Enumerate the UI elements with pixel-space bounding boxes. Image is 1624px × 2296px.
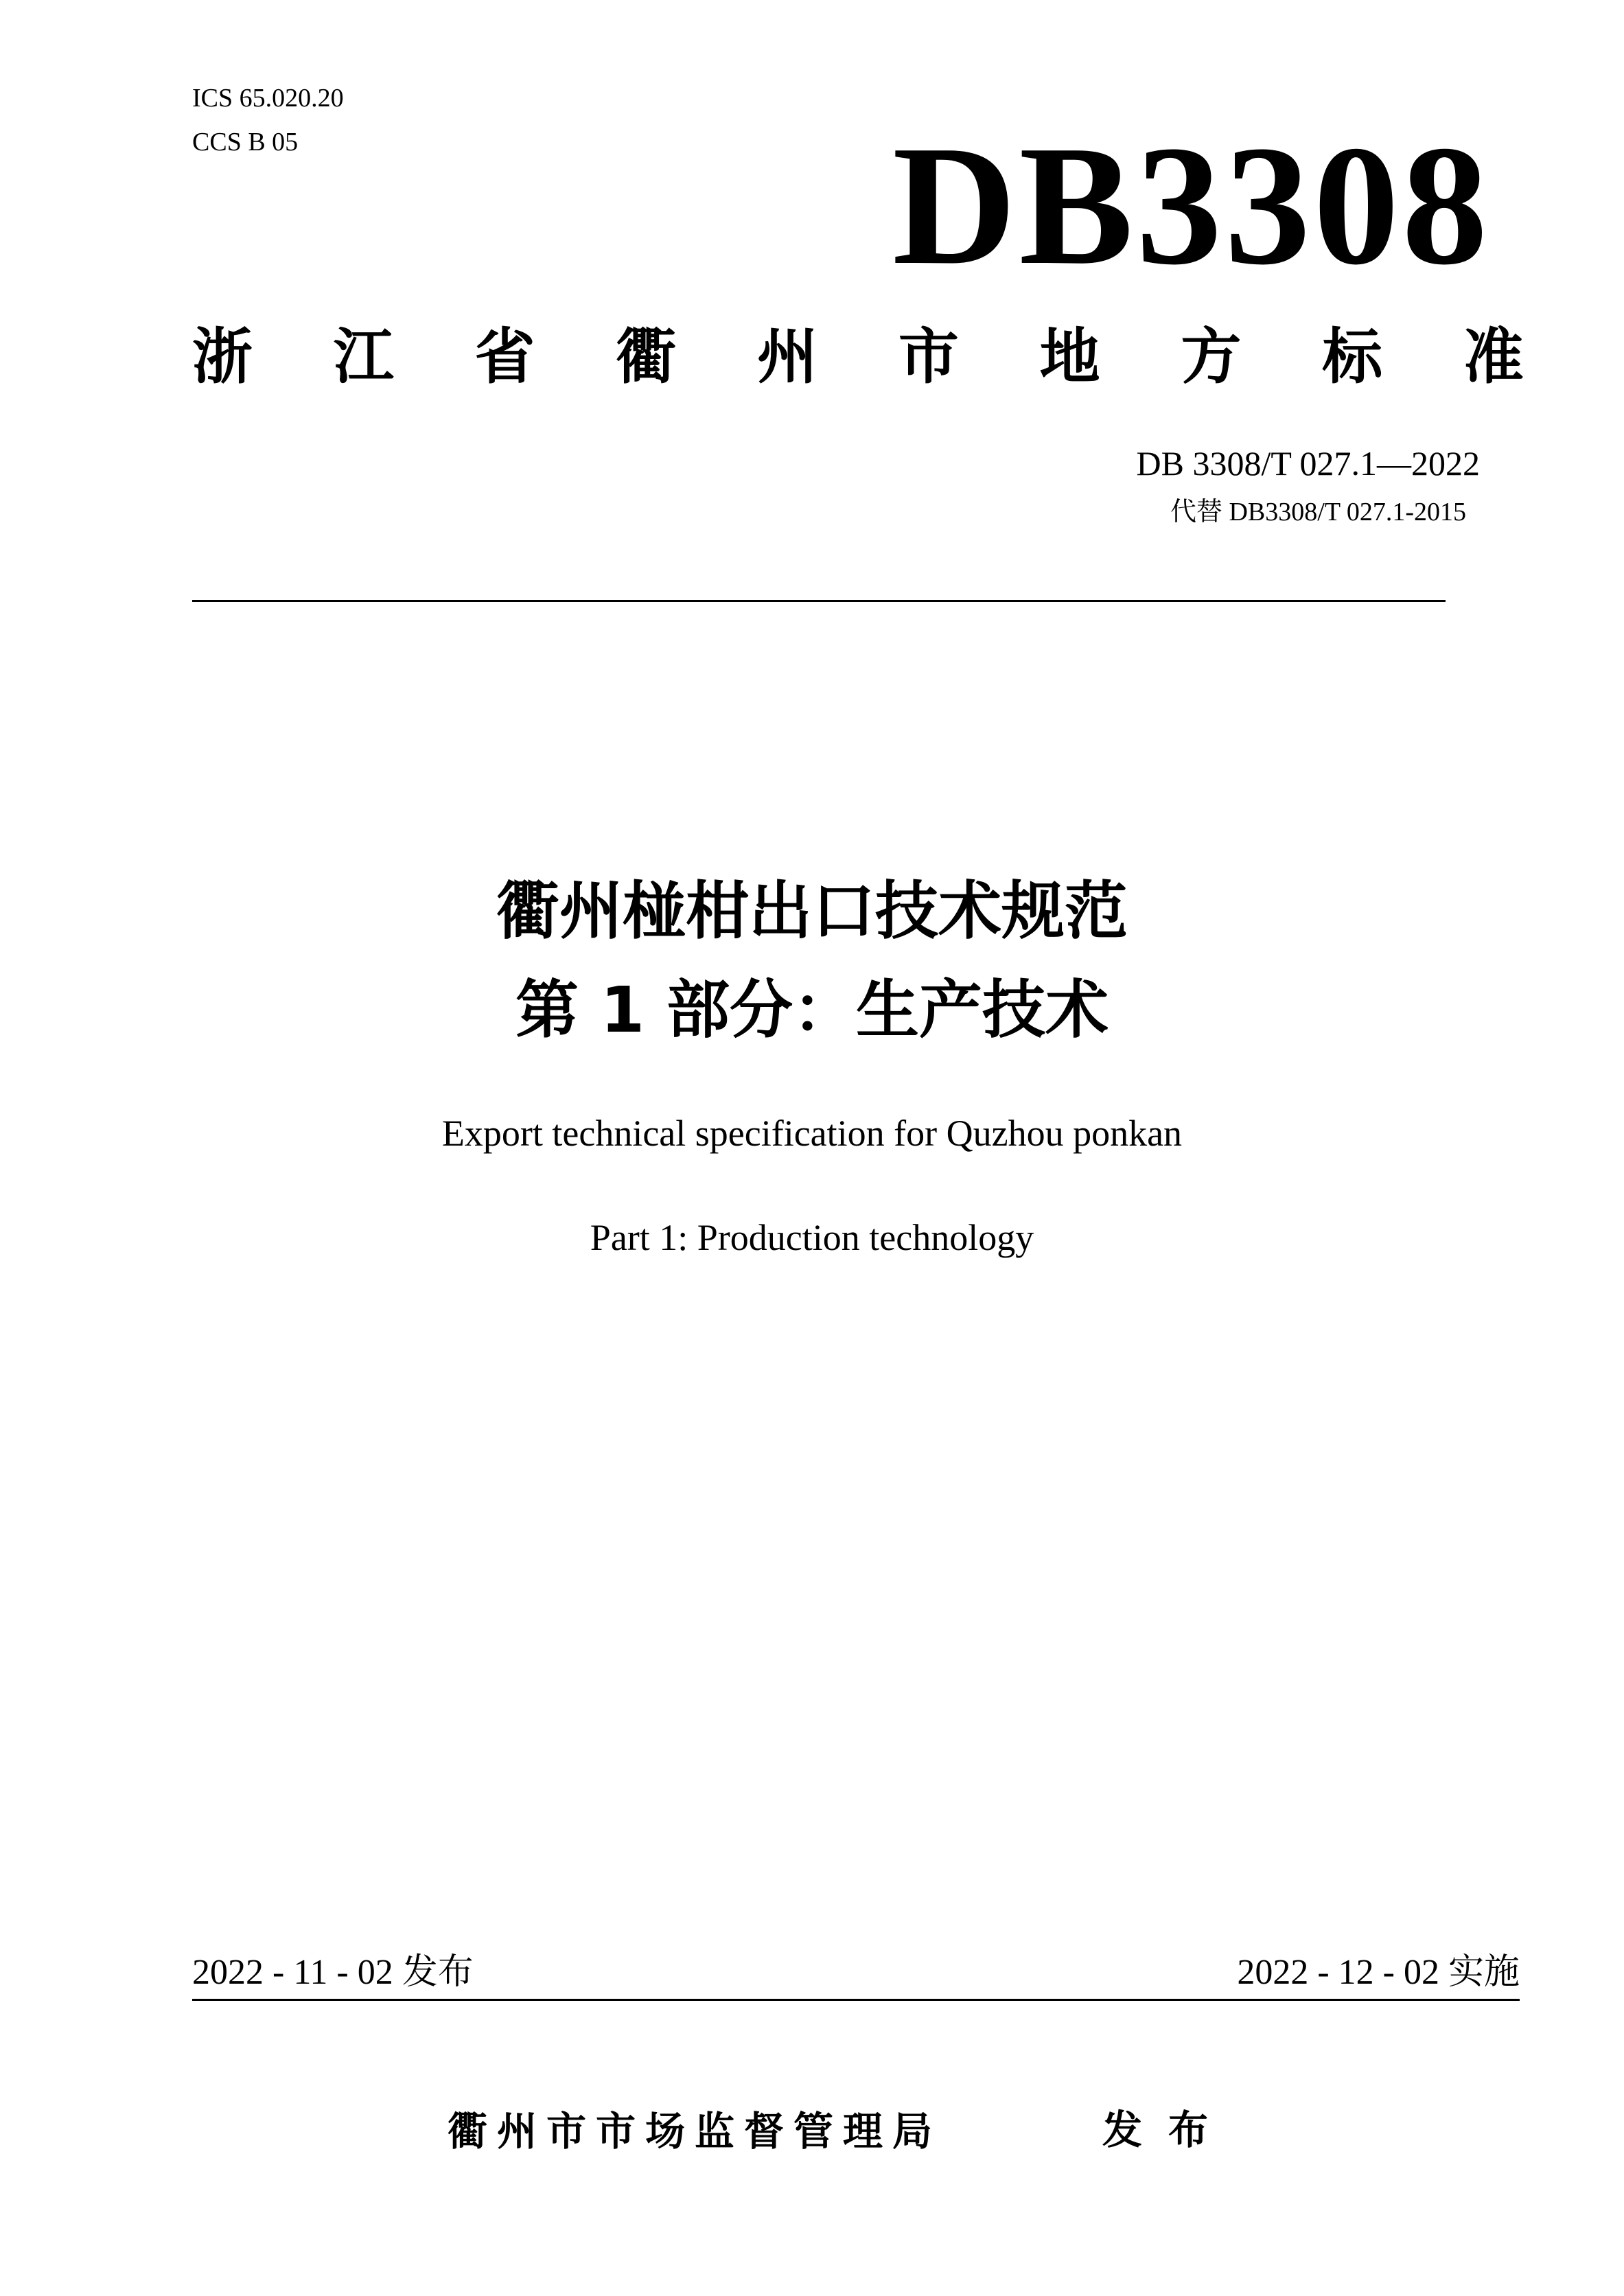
implementation-date: 2022 - 12 - 02 实施 — [1237, 1953, 1520, 1992]
issue-date: 2022 - 11 - 02 发布 — [192, 1953, 474, 1992]
title-en-line2: Part 1: Production technology — [590, 1217, 1034, 1258]
standard-type-char: 省 — [474, 321, 535, 392]
title-cn-line1: 衢州椪柑出口技术规范 — [496, 874, 1128, 948]
publish-label: 发布 — [1102, 2107, 1235, 2153]
ccs-code: CCS B 05 — [192, 128, 299, 156]
standard-type-heading — [192, 323, 1524, 391]
standard-type-char: 浙 — [192, 321, 253, 392]
standard-type-char: 市 — [898, 321, 959, 392]
standard-type-char: 地 — [1039, 321, 1100, 392]
standard-type-char: 江 — [333, 321, 394, 392]
db-logo: DB3308 — [892, 111, 1491, 301]
issuing-authority: 衢州市市场监督管理局 — [448, 2108, 942, 2155]
ics-code: ICS 65.020.20 — [192, 84, 344, 113]
title-en-line1: Export technical specification for Quzhou ponkan — [441, 1113, 1183, 1154]
standard-type-char: 标 — [1322, 321, 1383, 392]
standard-type-char: 准 — [1463, 321, 1524, 392]
header-divider — [192, 600, 1446, 602]
standard-type-char: 州 — [757, 321, 818, 392]
footer-divider — [192, 1999, 1520, 2001]
title-cn-line2: 第 1 部分：生产技术 — [515, 973, 1109, 1047]
standard-type-char: 衢 — [616, 321, 677, 392]
replaces-standard: 代替 DB3308/T 027.1-2015 — [1170, 498, 1466, 526]
standard-type-char: 方 — [1181, 321, 1242, 392]
standard-number: DB 3308/T 027.1—2022 — [1136, 444, 1480, 483]
